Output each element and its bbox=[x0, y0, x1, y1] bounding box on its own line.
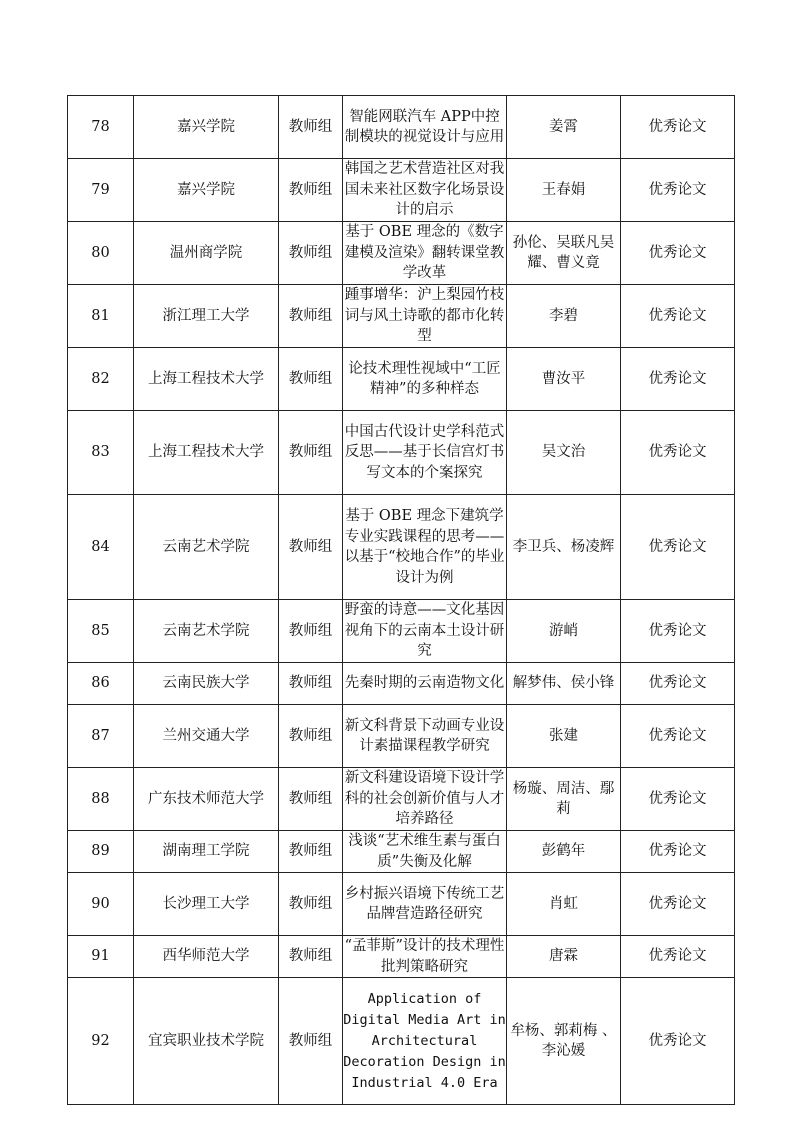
row-number: 92 bbox=[68, 978, 134, 1105]
group-name: 教师组 bbox=[279, 159, 343, 222]
award-level: 优秀论文 bbox=[621, 831, 735, 873]
school-name: 云南艺术学院 bbox=[134, 495, 279, 600]
row-number: 80 bbox=[68, 222, 134, 285]
group-name: 教师组 bbox=[279, 495, 343, 600]
row-number: 88 bbox=[68, 768, 134, 831]
school-name: 云南民族大学 bbox=[134, 663, 279, 705]
authors: 曹汝平 bbox=[507, 348, 621, 411]
authors: 游峭 bbox=[507, 600, 621, 663]
school-name: 嘉兴学院 bbox=[134, 96, 279, 159]
authors: 唐霖 bbox=[507, 936, 621, 978]
paper-title: 基于 OBE 理念的《数字建模及渲染》翻转课堂教学改革 bbox=[343, 222, 507, 285]
school-name: 上海工程技术大学 bbox=[134, 411, 279, 495]
paper-title: 浅谈“艺术维生素与蛋白质”失衡及化解 bbox=[343, 831, 507, 873]
table-row bbox=[68, 831, 735, 873]
row-number: 87 bbox=[68, 705, 134, 768]
school-name: 广东技术师范大学 bbox=[134, 768, 279, 831]
school-name: 长沙理工大学 bbox=[134, 873, 279, 936]
table-row bbox=[68, 768, 735, 831]
school-name: 兰州交通大学 bbox=[134, 705, 279, 768]
table-row bbox=[68, 705, 735, 768]
award-level: 优秀论文 bbox=[621, 96, 735, 159]
award-level: 优秀论文 bbox=[621, 768, 735, 831]
school-name: 湖南理工学院 bbox=[134, 831, 279, 873]
authors: 肖虹 bbox=[507, 873, 621, 936]
authors: 张建 bbox=[507, 705, 621, 768]
paper-title: 新文科背景下动画专业设计素描课程教学研究 bbox=[343, 705, 507, 768]
row-number: 89 bbox=[68, 831, 134, 873]
table-row bbox=[68, 348, 735, 411]
row-number: 84 bbox=[68, 495, 134, 600]
row-number: 90 bbox=[68, 873, 134, 936]
school-name: 西华师范大学 bbox=[134, 936, 279, 978]
authors: 李卫兵、杨凌辉 bbox=[507, 495, 621, 600]
school-name: 温州商学院 bbox=[134, 222, 279, 285]
row-number: 85 bbox=[68, 600, 134, 663]
paper-title: 踵事增华：沪上梨园竹枝词与风土诗歌的都市化转型 bbox=[343, 285, 507, 348]
award-level: 优秀论文 bbox=[621, 873, 735, 936]
table-row bbox=[68, 96, 735, 159]
award-level: 优秀论文 bbox=[621, 348, 735, 411]
row-number: 82 bbox=[68, 348, 134, 411]
award-level: 优秀论文 bbox=[621, 978, 735, 1105]
award-level: 优秀论文 bbox=[621, 663, 735, 705]
paper-title: “孟菲斯”设计的技术理性批判策略研究 bbox=[343, 936, 507, 978]
group-name: 教师组 bbox=[279, 348, 343, 411]
row-number: 83 bbox=[68, 411, 134, 495]
table-row bbox=[68, 285, 735, 348]
paper-title: 新文科建设语境下设计学科的社会创新价值与人才培养路径 bbox=[343, 768, 507, 831]
group-name: 教师组 bbox=[279, 222, 343, 285]
table-row bbox=[68, 495, 735, 600]
authors: 牟杨、郭莉梅 、李沁媛 bbox=[507, 978, 621, 1105]
table-row bbox=[68, 159, 735, 222]
paper-title: 论技术理性视域中“工匠精神”的多种样态 bbox=[343, 348, 507, 411]
paper-title: 基于 OBE 理念下建筑学专业实践课程的思考——以基于“校地合作”的毕业设计为例 bbox=[343, 495, 507, 600]
row-number: 86 bbox=[68, 663, 134, 705]
award-list-table bbox=[67, 95, 735, 1105]
group-name: 教师组 bbox=[279, 831, 343, 873]
authors: 姜霄 bbox=[507, 96, 621, 159]
group-name: 教师组 bbox=[279, 978, 343, 1105]
paper-title: 智能网联汽车 APP中控制模块的视觉设计与应用 bbox=[343, 96, 507, 159]
award-level: 优秀论文 bbox=[621, 285, 735, 348]
table-row bbox=[68, 222, 735, 285]
award-level: 优秀论文 bbox=[621, 495, 735, 600]
paper-title: 韩国之艺术营造社区对我国未来社区数字化场景设计的启示 bbox=[343, 159, 507, 222]
paper-title: 先秦时期的云南造物文化 bbox=[343, 663, 507, 705]
authors: 王春娟 bbox=[507, 159, 621, 222]
award-level: 优秀论文 bbox=[621, 159, 735, 222]
award-level: 优秀论文 bbox=[621, 705, 735, 768]
row-number: 78 bbox=[68, 96, 134, 159]
authors: 杨璇、周洁、鄢莉 bbox=[507, 768, 621, 831]
award-level: 优秀论文 bbox=[621, 411, 735, 495]
group-name: 教师组 bbox=[279, 936, 343, 978]
group-name: 教师组 bbox=[279, 96, 343, 159]
group-name: 教师组 bbox=[279, 285, 343, 348]
paper-title: 野蛮的诗意——文化基因视角下的云南本土设计研究 bbox=[343, 600, 507, 663]
table-row bbox=[68, 663, 735, 705]
table-row bbox=[68, 873, 735, 936]
table-row bbox=[68, 936, 735, 978]
school-name: 上海工程技术大学 bbox=[134, 348, 279, 411]
authors: 解梦伟、侯小锋 bbox=[507, 663, 621, 705]
award-level: 优秀论文 bbox=[621, 222, 735, 285]
group-name: 教师组 bbox=[279, 705, 343, 768]
school-name: 嘉兴学院 bbox=[134, 159, 279, 222]
row-number: 91 bbox=[68, 936, 134, 978]
award-level: 优秀论文 bbox=[621, 600, 735, 663]
group-name: 教师组 bbox=[279, 768, 343, 831]
authors: 吴文治 bbox=[507, 411, 621, 495]
authors: 彭鹤年 bbox=[507, 831, 621, 873]
paper-title: Application of Digital Media Art in Architectural Decoration Design in Industrial 4.0 Era bbox=[343, 978, 507, 1105]
group-name: 教师组 bbox=[279, 873, 343, 936]
group-name: 教师组 bbox=[279, 600, 343, 663]
row-number: 81 bbox=[68, 285, 134, 348]
award-level: 优秀论文 bbox=[621, 936, 735, 978]
authors: 李碧 bbox=[507, 285, 621, 348]
group-name: 教师组 bbox=[279, 411, 343, 495]
paper-title: 乡村振兴语境下传统工艺品牌营造路径研究 bbox=[343, 873, 507, 936]
group-name: 教师组 bbox=[279, 663, 343, 705]
paper-title: 中国古代设计史学科范式反思——基于长信宫灯书写文本的个案探究 bbox=[343, 411, 507, 495]
table-row bbox=[68, 411, 735, 495]
authors: 孙伦、吴联凡吴耀、曹义竟 bbox=[507, 222, 621, 285]
school-name: 浙江理工大学 bbox=[134, 285, 279, 348]
table-row bbox=[68, 600, 735, 663]
row-number: 79 bbox=[68, 159, 134, 222]
school-name: 云南艺术学院 bbox=[134, 600, 279, 663]
table-row bbox=[68, 978, 735, 1105]
school-name: 宜宾职业技术学院 bbox=[134, 978, 279, 1105]
